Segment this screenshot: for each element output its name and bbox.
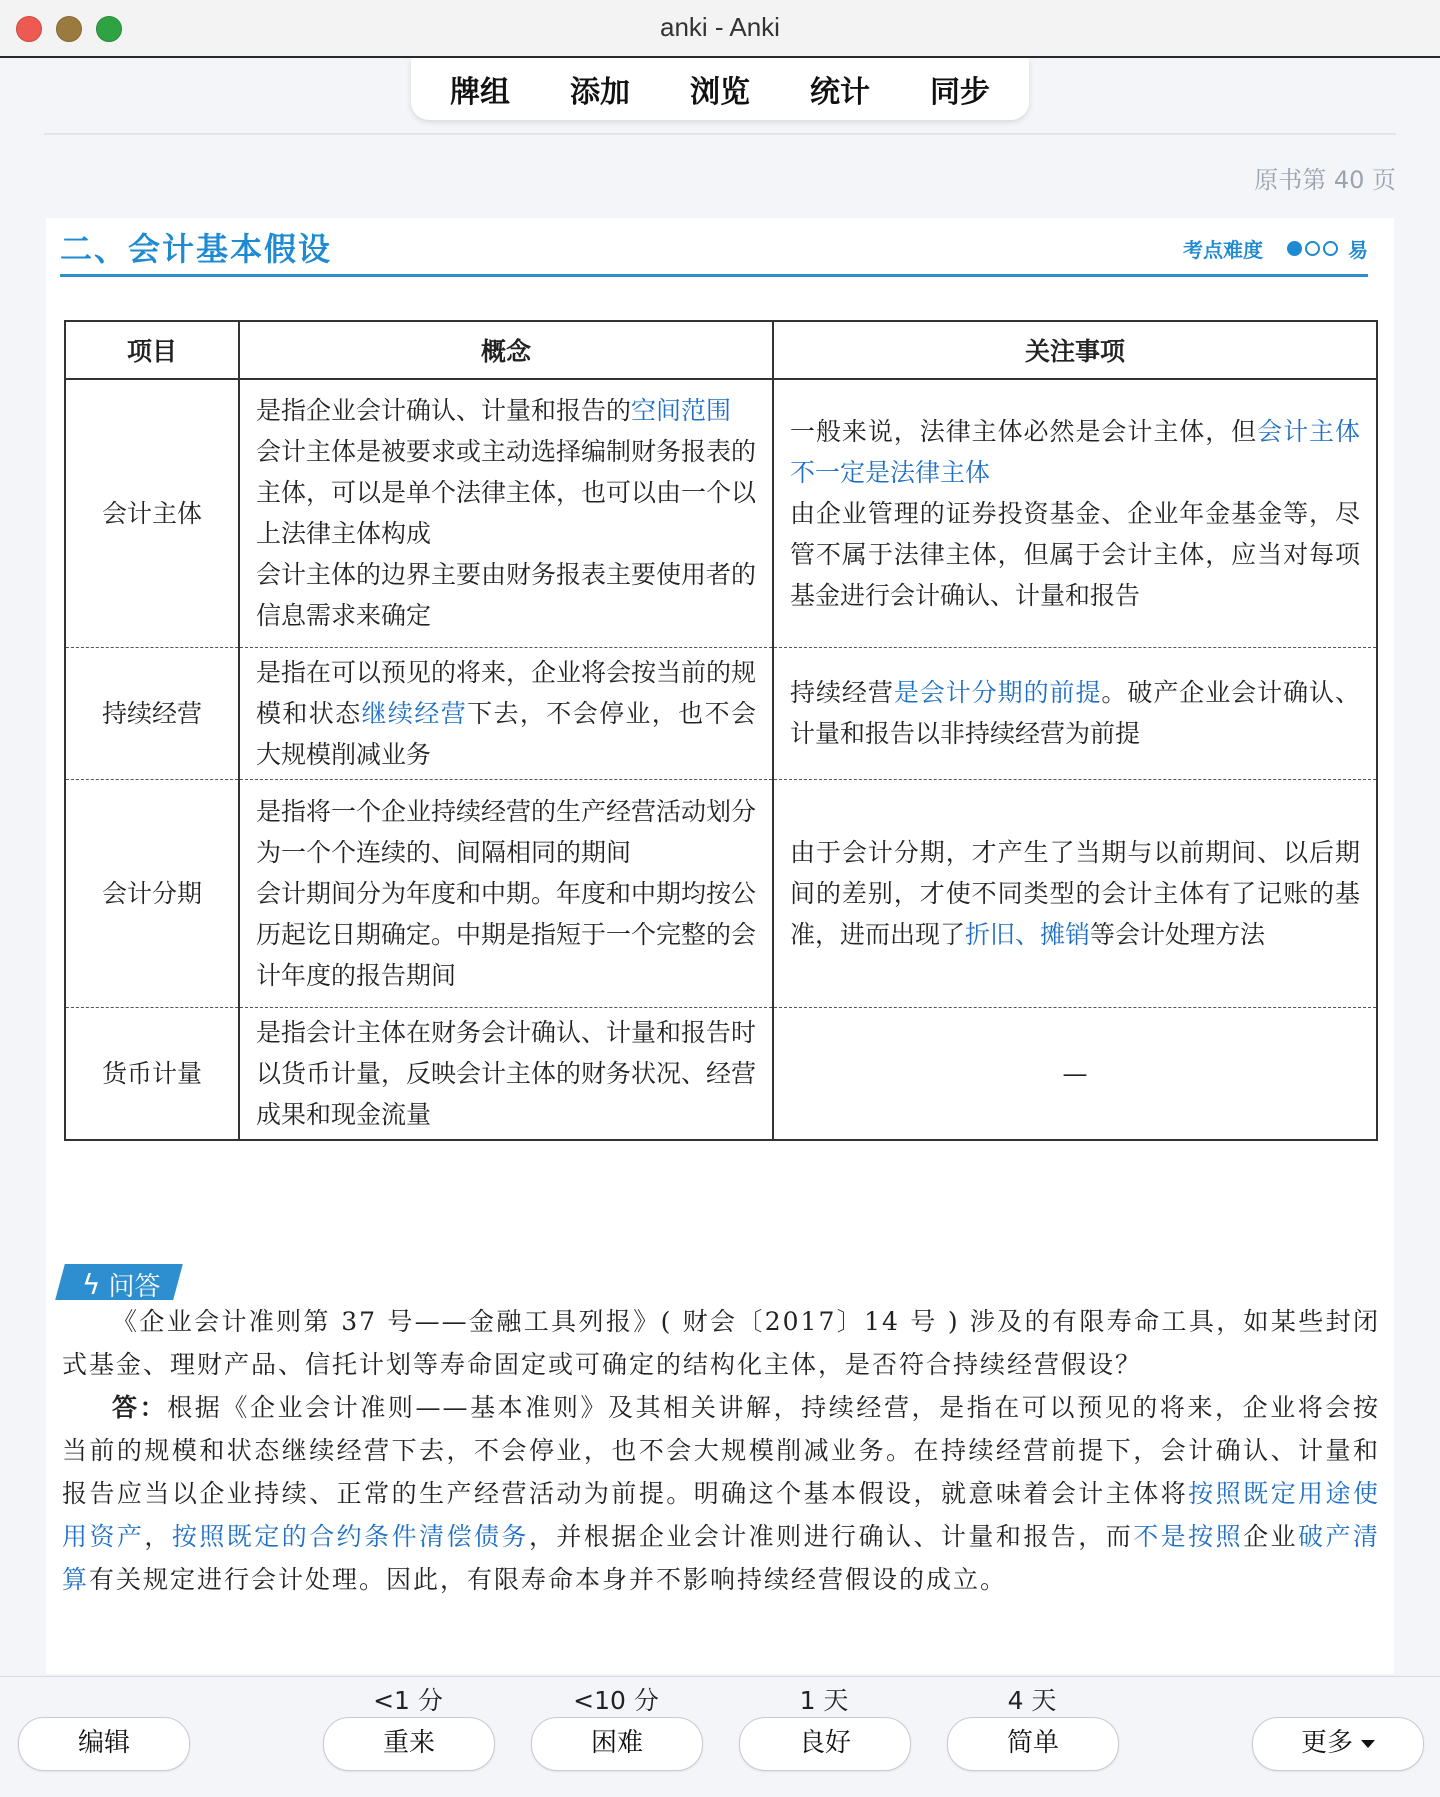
text-segment: 会计主体是被要求或主动选择编制财务报表的主体，可以是单个法律主体，也可以由一个以上法律主体构成 bbox=[256, 437, 757, 549]
assumptions-table bbox=[64, 320, 1378, 1141]
row-item-cell: 会计主体 bbox=[65, 379, 239, 647]
highlight-text: 空间范围 bbox=[631, 396, 732, 426]
row-item-cell: 会计分期 bbox=[65, 779, 239, 1007]
text-segment: 会计期间分为年度和中期。年度和中期均按公历起讫日期确定。中期是指短于一个完整的会计年度的报告期间 bbox=[256, 878, 757, 990]
difficulty-dots bbox=[1287, 241, 1338, 256]
answer-label: 答： bbox=[112, 1393, 168, 1422]
qa-question: 《企业会计准则第 37 号——金融工具列报》( 财会〔2017〕14 号 ) 涉及的有限寿命工具，如某些封闭式基金、理财产品、信托计划等寿命固定或可确定的结构化主体，是否符合持续经营假设？ bbox=[62, 1307, 1380, 1379]
more-button[interactable] bbox=[1252, 1717, 1424, 1771]
more-button-label: 更多 bbox=[1300, 1728, 1353, 1758]
review-bottom-bar bbox=[0, 1676, 1440, 1797]
toolbar-divider bbox=[44, 133, 1396, 135]
text-segment: ， bbox=[144, 1522, 172, 1551]
difficulty-word: 易 bbox=[1348, 238, 1368, 262]
difficulty-indicator bbox=[1183, 234, 1368, 263]
row-notes-cell bbox=[773, 379, 1377, 647]
highlight-text: 会计主体不一定是法律主体 bbox=[790, 416, 1360, 487]
text-segment: 由企业管理的证券投资基金、企业年金基金等，尽管不属于法律主体，但属于会计主体，应当对每项基金进行会计确认、计量和报告 bbox=[790, 498, 1360, 610]
main-toolbar bbox=[411, 58, 1029, 120]
again-interval: <1 分 bbox=[373, 1686, 443, 1715]
title-bar bbox=[0, 0, 1440, 58]
highlight-text: 是会计分期的前提 bbox=[893, 678, 1102, 707]
qa-section bbox=[62, 1300, 1380, 1601]
difficulty-dot bbox=[1287, 241, 1302, 256]
qa-badge-label: 问答 bbox=[108, 1272, 161, 1302]
caret-down-icon bbox=[1361, 1740, 1375, 1748]
easy-interval: 4 天 bbox=[1007, 1686, 1057, 1715]
row-concept-cell bbox=[239, 647, 773, 779]
row-concept-cell bbox=[239, 379, 773, 647]
hard-button[interactable]: 困难 bbox=[531, 1717, 703, 1771]
row-concept-cell bbox=[239, 1007, 773, 1140]
difficulty-label: 考点难度 bbox=[1183, 238, 1263, 262]
lightning-icon: ϟ bbox=[82, 1268, 101, 1301]
text-segment: 下去，不会停业，也不会大规模削减业务 bbox=[256, 698, 756, 769]
card-content bbox=[46, 218, 1394, 1674]
qa-answer bbox=[62, 1386, 1380, 1601]
text-segment: 会计主体的边界主要由财务报表主要使用者的信息需求来确定 bbox=[256, 560, 757, 631]
table-row bbox=[65, 779, 1377, 1007]
table-row bbox=[65, 647, 1377, 779]
qa-badge bbox=[82, 1266, 161, 1303]
text-segment: 是指企业会计确认、计量和报告的 bbox=[256, 396, 632, 426]
table-row bbox=[65, 379, 1377, 647]
text-segment: 是指会计主体在财务会计确认、计量和报告时以货币计量，反映会计主体的财务状况、经营成果和现金流量 bbox=[256, 1017, 757, 1129]
highlight-text: 继续经营 bbox=[361, 698, 468, 728]
text-segment: 持续经营 bbox=[790, 678, 894, 707]
text-segment: — bbox=[1062, 1058, 1088, 1088]
again-button[interactable]: 重来 bbox=[323, 1717, 495, 1771]
row-notes-cell bbox=[773, 647, 1377, 779]
edit-button[interactable]: 编辑 bbox=[18, 1717, 190, 1771]
row-item-cell: 持续经营 bbox=[65, 647, 239, 779]
text-segment: 由于会计分期，才产生了当期与以前期间、以后期间的差别，才使不同类型的会计主体有了记账的基准，进而出现了 bbox=[790, 837, 1360, 949]
column-header-concept: 概念 bbox=[239, 321, 773, 379]
highlight-text: 折旧、摊销 bbox=[965, 919, 1091, 949]
highlight-text: 按照既定用途使用资产 bbox=[62, 1479, 1380, 1551]
text-segment: 一般来说，法律主体必然是会计主体，但 bbox=[790, 416, 1258, 446]
row-concept-cell bbox=[239, 779, 773, 1007]
highlight-text: 不是按照 bbox=[1133, 1522, 1244, 1551]
row-notes-cell bbox=[773, 779, 1377, 1007]
good-button[interactable]: 良好 bbox=[739, 1717, 911, 1771]
section-header bbox=[60, 224, 1368, 277]
text-segment: 是指在可以预见的将来，企业将会按当前的规模和状态 bbox=[256, 657, 757, 728]
text-segment: 有关规定进行会计处理。因此，有限寿命本身并不影响持续经营假设的成立。 bbox=[89, 1565, 1008, 1594]
toolbar-sync[interactable]: 同步 bbox=[930, 75, 990, 110]
text-segment: 是指将一个企业持续经营的生产经营活动划分为一个个连续的、间隔相同的期间 bbox=[256, 796, 757, 867]
row-item-cell: 货币计量 bbox=[65, 1007, 239, 1140]
text-segment: ，并根据企业会计准则进行确认、计量和报告，而 bbox=[528, 1522, 1134, 1551]
good-interval: 1 天 bbox=[799, 1686, 849, 1715]
column-header-item: 项目 bbox=[65, 321, 239, 379]
toolbar-browse[interactable]: 浏览 bbox=[690, 75, 750, 110]
text-segment: 等会计处理方法 bbox=[1090, 919, 1266, 949]
difficulty-dot bbox=[1323, 241, 1338, 256]
easy-button[interactable]: 简单 bbox=[947, 1717, 1119, 1771]
difficulty-dot bbox=[1305, 241, 1320, 256]
page-label: 原书第 40 页 bbox=[1254, 166, 1396, 194]
hard-interval: <10 分 bbox=[573, 1686, 659, 1715]
toolbar-stats[interactable]: 统计 bbox=[810, 75, 870, 110]
window-title: anki - Anki bbox=[660, 12, 780, 42]
text-segment: 。破产企业会计确认、计量和报告以非持续经营为前提 bbox=[790, 678, 1360, 748]
highlight-text: 破产清算 bbox=[62, 1522, 1380, 1594]
section-title: 二、会计基本假设 bbox=[60, 230, 333, 268]
text-segment: 企业 bbox=[1243, 1522, 1298, 1551]
row-notes-cell bbox=[773, 1007, 1377, 1140]
toolbar-decks[interactable]: 牌组 bbox=[450, 75, 510, 110]
table-row bbox=[65, 1007, 1377, 1140]
column-header-notes: 关注事项 bbox=[773, 321, 1377, 379]
table-header-row bbox=[65, 321, 1377, 379]
text-segment: 根据《企业会计准则——基本准则》及其相关讲解，持续经营，是指在可以预见的将来，企业将会按当前的规模和状态继续经营下去，不会停业，也不会大规模削减业务。在持续经营前提下，会计确认、计量和报告应当以企业持续、正常的生产经营活动为前提。明确这个基本假设，就意味着会计主体将 bbox=[62, 1393, 1380, 1508]
highlight-text: 按照既定的合约条件清偿债务 bbox=[171, 1522, 529, 1551]
toolbar-add[interactable]: 添加 bbox=[570, 75, 630, 110]
